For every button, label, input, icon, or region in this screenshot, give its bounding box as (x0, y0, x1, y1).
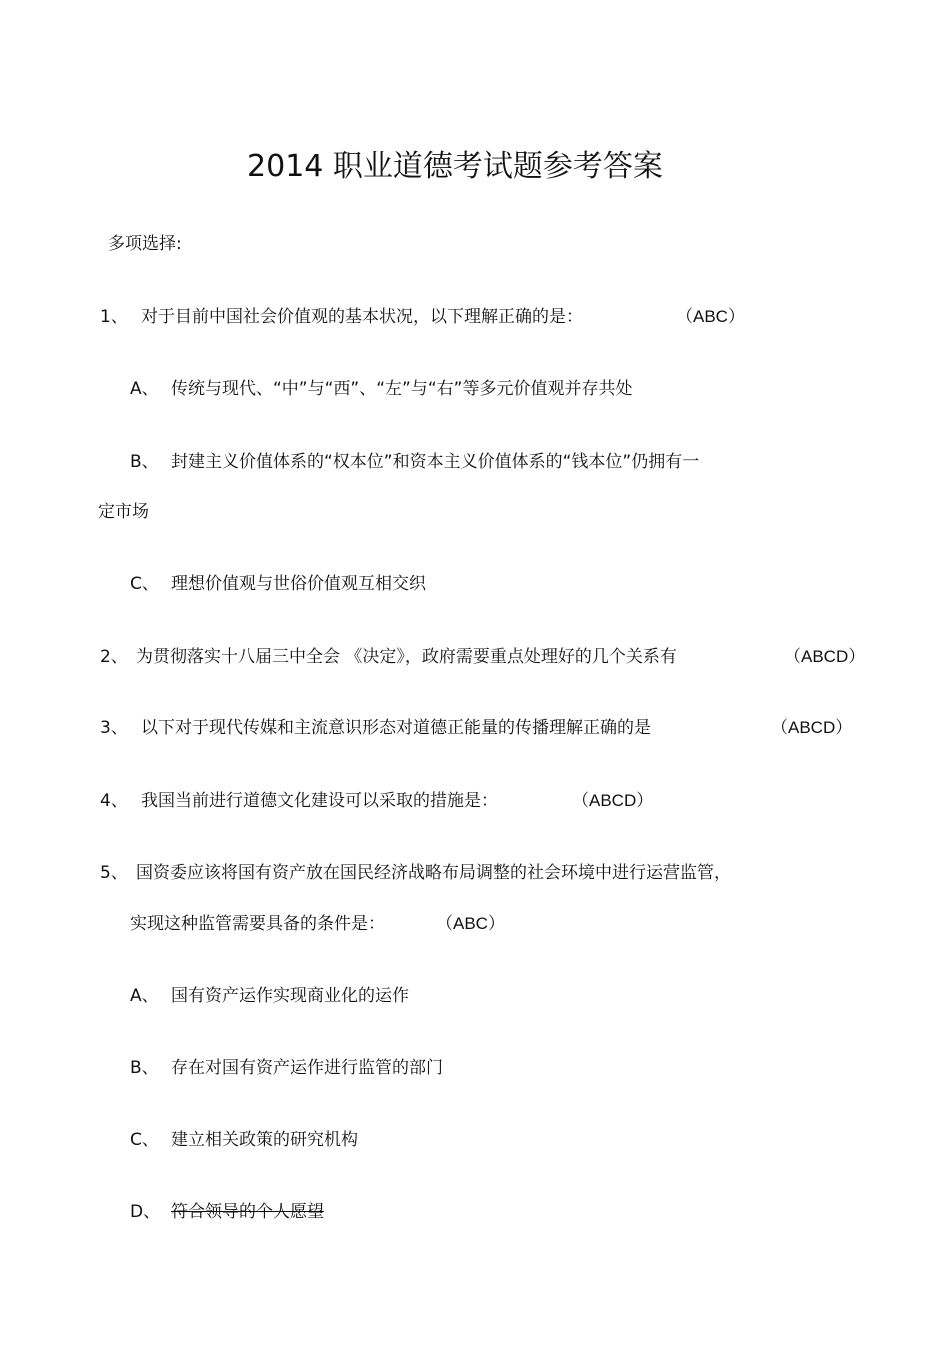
option-text: 建立相关政策的研究机构 (171, 1130, 358, 1150)
option-text: 传统与现代、“中”与“西”、“左”与“右”等多元价值观并存共处 (171, 379, 633, 399)
question-number: 3、 (100, 718, 128, 738)
option-text: 国有资产运作实现商业化的运作 (171, 986, 409, 1006)
question-number: 4、 (100, 791, 128, 811)
question-text: 以下对于现代传媒和主流意识形态对道德正能量的传播理解正确的是 (141, 718, 651, 738)
option-letter: C、 (130, 574, 159, 594)
option-text-struck: 符合领导的个人愿望 (171, 1202, 324, 1222)
question-number: 2、 (100, 647, 128, 667)
question-number: 5、 (100, 863, 128, 883)
option-letter: B、 (130, 1058, 159, 1078)
question-answer: （ABC） (436, 914, 505, 933)
section-heading: 多项选择: (108, 234, 182, 254)
question-number: 1、 (100, 307, 128, 327)
option-letter: A、 (130, 986, 159, 1006)
option-letter: A、 (130, 379, 159, 399)
question-answer: （ABCD） (784, 647, 866, 666)
question-text: 对于目前中国社会价值观的基本状况，以下理解正确的是： (141, 307, 583, 327)
question-answer: （ABCD） (771, 718, 853, 737)
question-text: 为贯彻落实十八届三中全会 《决定》，政府需要重点处理好的几个关系有 (136, 647, 677, 667)
option-text: 封建主义价值体系的“权本位”和资本主义价值体系的“钱本位”仍拥有一 (171, 452, 700, 472)
option-letter: B、 (130, 452, 159, 472)
option-text: 存在对国有资产运作进行监管的部门 (171, 1058, 443, 1078)
question-text-line2: 实现这种监管需要具备的条件是： (130, 914, 385, 934)
option-letter: D、 (130, 1202, 161, 1222)
question-answer: （ABC） (676, 307, 745, 326)
question-text: 国资委应该将国有资产放在国民经济战略布局调整的社会环境中进行运营监管， (136, 863, 731, 883)
option-text-continuation: 定市场 (98, 502, 149, 522)
question-answer: （ABCD） (572, 791, 654, 810)
question-text: 我国当前进行道德文化建设可以采取的措施是： (141, 791, 498, 811)
option-text: 理想价值观与世俗价值观互相交织 (171, 574, 426, 594)
option-letter: C、 (130, 1130, 159, 1150)
page-title: 2014 职业道德考试题参考答案 (247, 149, 663, 184)
